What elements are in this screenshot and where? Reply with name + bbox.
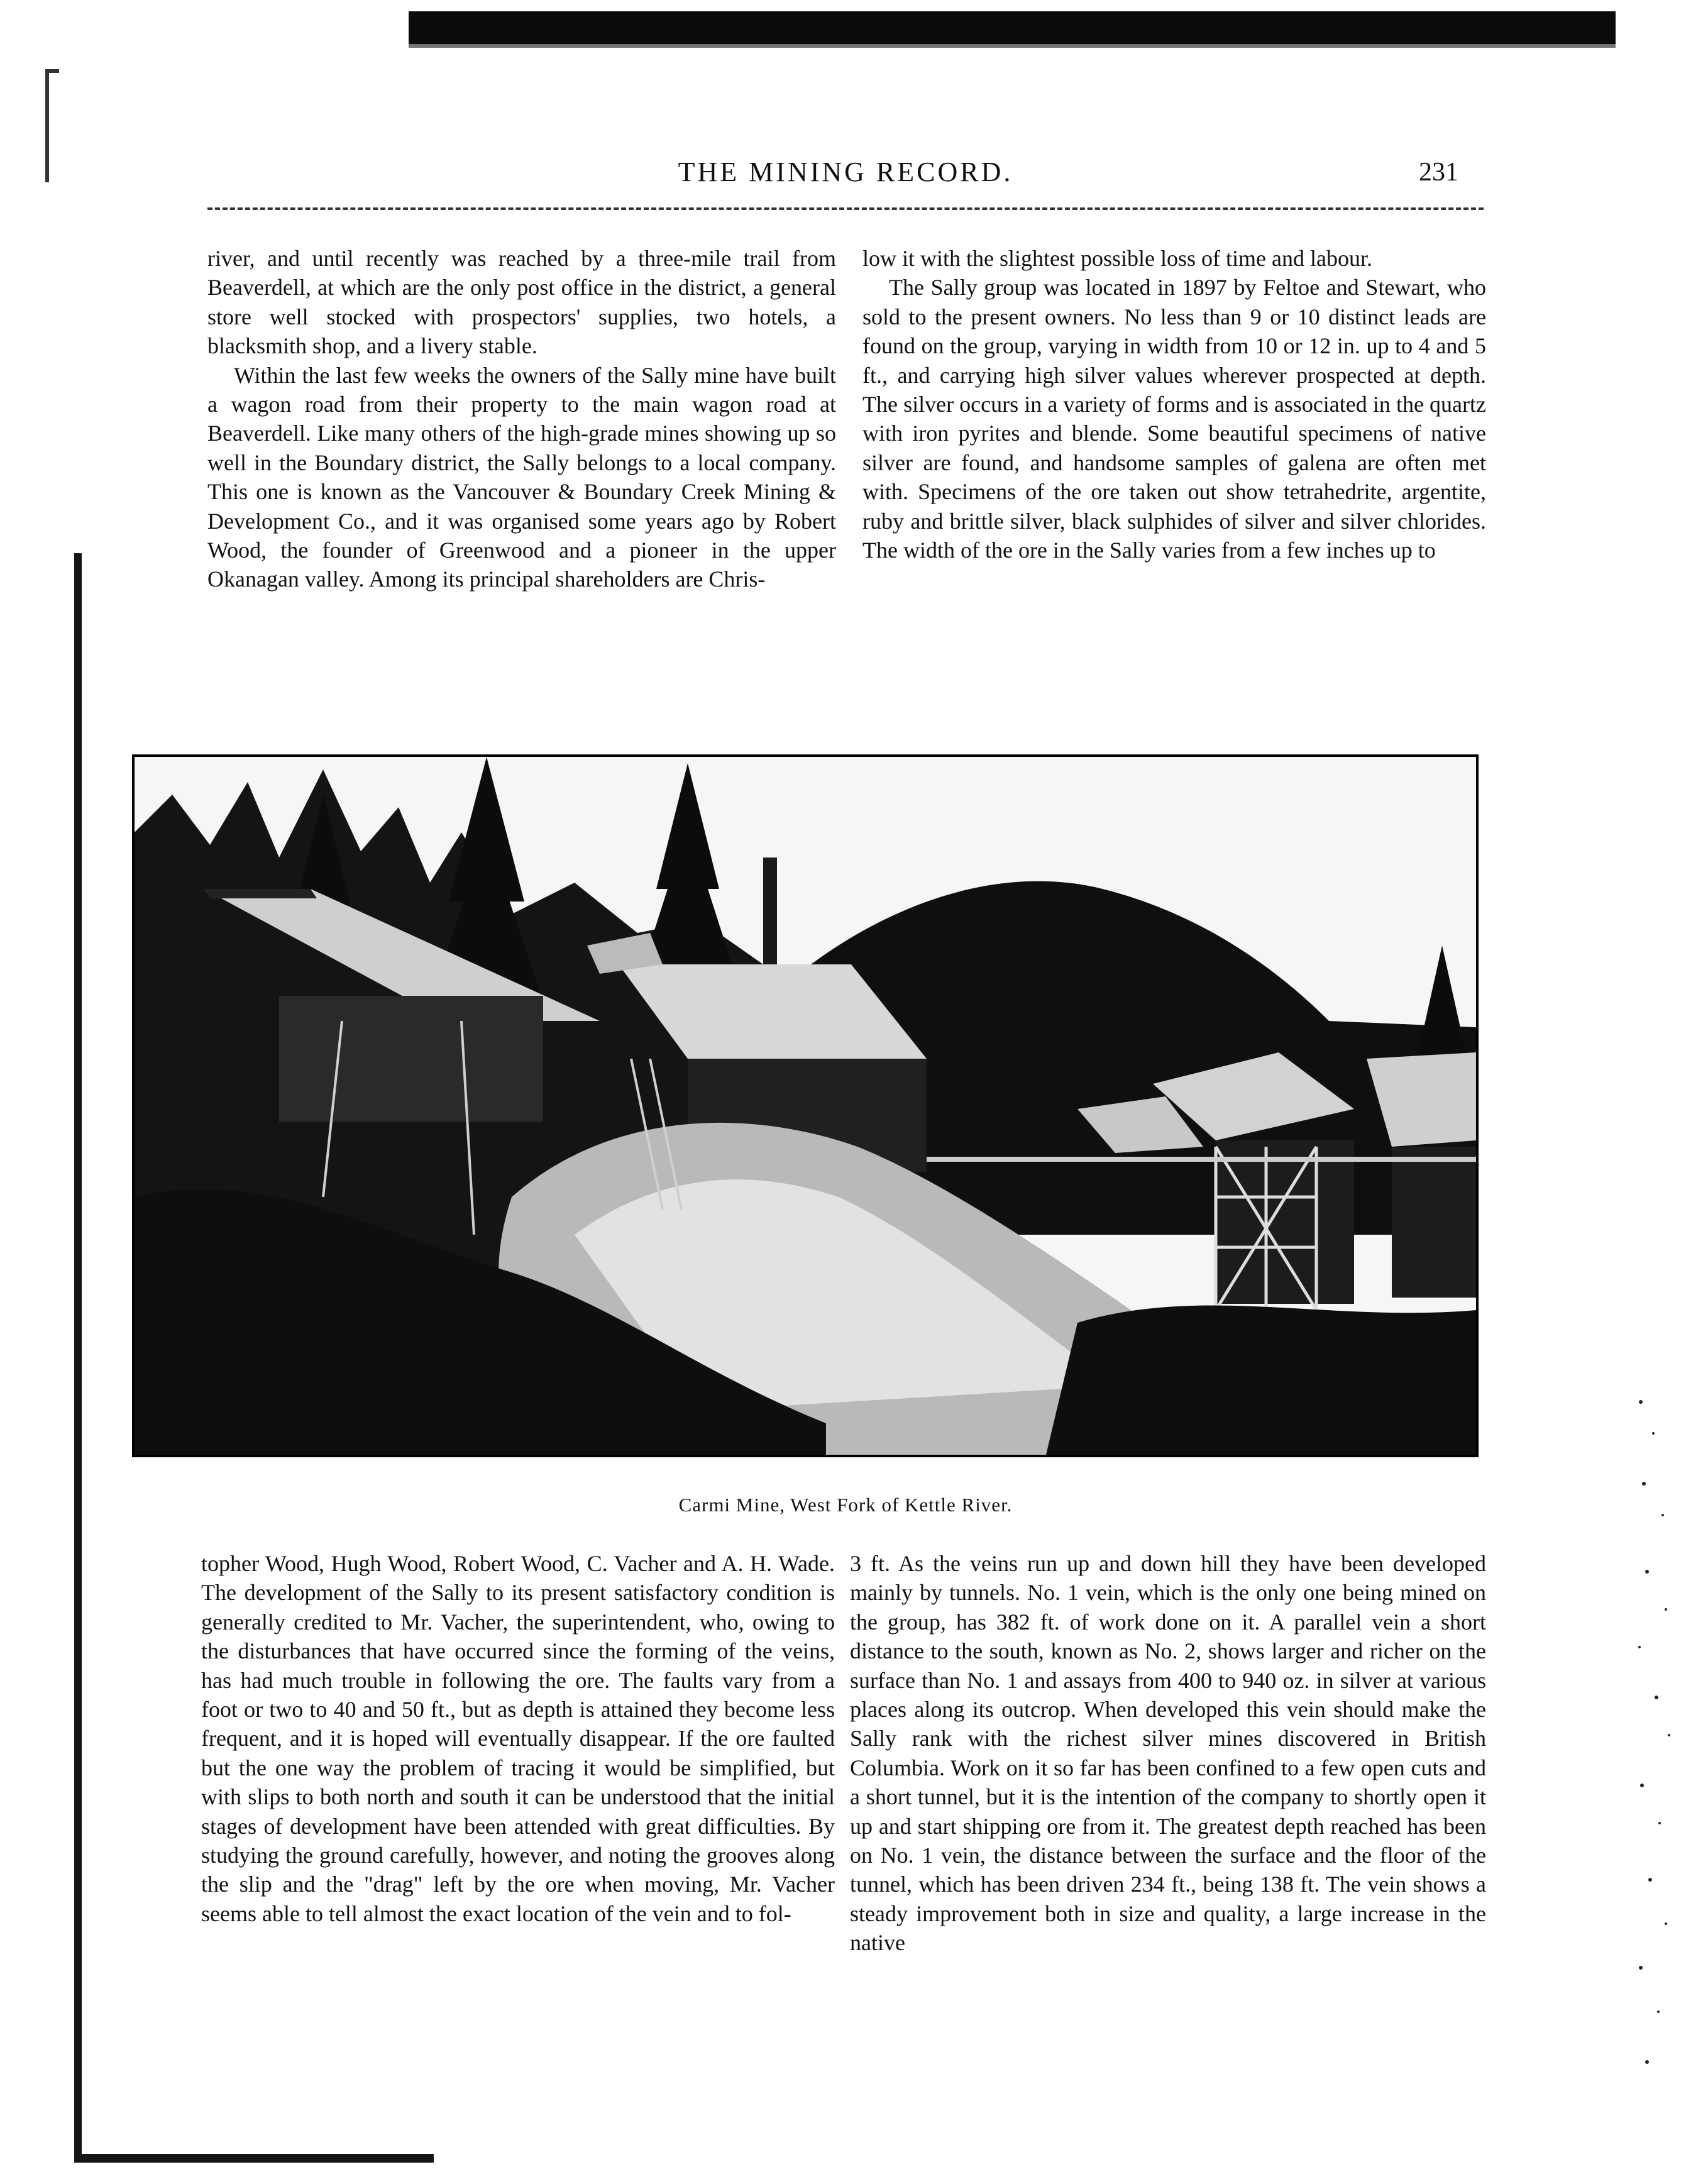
mine-photograph (132, 754, 1479, 1457)
binding-mark (45, 69, 59, 182)
top-edge-shadow (409, 44, 1616, 48)
margin-specks (1628, 1383, 1678, 2106)
column-top-left (207, 244, 836, 684)
bottom-margin-rule (82, 2154, 434, 2163)
left-margin-rule (74, 553, 82, 2163)
header-rule (207, 207, 1484, 210)
paragraph: low it with the slightest possible loss of time and labour. (862, 246, 1372, 271)
column-bottom-right (850, 1549, 1486, 2127)
column-top-right (862, 244, 1486, 684)
paragraph: Within the last few weeks the owners of the Sally mine have built a wagon road from their property to the main wagon road at Beaverdell. Like many others of the high-grade mines showing up so well in the Boundary district, the Sally belongs to a local company. This one is known as the Vancouver & Boundary Creek Mining & Development Co., and it was organised some years ago by Robert Wood, the founder of Greenwood and a pioneer in the upper Okanagan valley. Among its principal shareholders are Chris- (207, 362, 836, 592)
page-header (207, 153, 1484, 197)
running-title: THE MINING RECORD. (678, 157, 1013, 187)
figure-caption: Carmi Mine, West Fork of Kettle River. (678, 1494, 1013, 1516)
paragraph: 3 ft. As the veins run up and down hill they have been developed mainly by tunnels. No. 1 vein, which is the only one being mined on the group, has 382 ft. of work done on it. A parallel vein a short distance to the south, known as No. 2, shows larger and richer on the surface than No. 1 and assays from 400 to 940 oz. in silver at various places along its outcrop. When developed this vein should make the Sally rank with the richest silver mines discovered in British Columbia. Work on it so far has been confined to a few open cuts and a short tunnel, but it is the intention of the company to shortly open it up and start shipping ore from it. The greatest depth reached has been on No. 1 vein, the distance between the surface and the floor of the tunnel, which has been driven 234 ft., being 138 ft. The vein shows a steady improvement both in size and quality, a large increase in the native (850, 1551, 1486, 1956)
paragraph: topher Wood, Hugh Wood, Robert Wood, C. Vacher and A. H. Wade. The development of the Sally to its present satisfactory condition is generally credited to Mr. Vacher, the superintendent, who, owing to the disturbances that have occurred since the forming of the veins, has had much trouble in following the ore. The faults vary from a foot or two to 40 and 50 ft., but as depth is attained they become less frequent, and it is hoped will eventually disappear. If the ore faulted but the one way the problem of tracing it would be simplified, but with slips to both north and south it can be understood that the initial stages of development have been attended with great difficulties. By studying the ground carefully, however, and noting the grooves along the slip and the "drag" left by the ore when moving, Mr. Vacher seems able to tell almost the exact location of the vein and to fol- (201, 1551, 835, 1926)
page-number: 231 (1419, 158, 1458, 187)
paragraph: The Sally group was located in 1897 by Feltoe and Stewart, who sold to the present owners. No less than 9 or 10 distinct leads are found on the group, varying in width from 10 or 12 in. up to 4 and 5 ft., and carrying high silver values wherever prospected at depth. The silver occurs in a variety of forms and is associated in the quartz with iron pyrites and blende. Some beautiful specimens of native silver are found, and handsome samples of galena are often met with. Specimens of the ore taken out show tetrahedrite, argentite, ruby and brittle silver, black sulphides of silver and silver chlorides. The width of the ore in the Sally varies from a few inches up to (862, 275, 1486, 563)
column-bottom-left (201, 1549, 835, 2127)
top-edge-bar (409, 11, 1616, 44)
paragraph: river, and until recently was reached by a three-mile trail from Beaverdell, at which are the only post office in the district, a general store well stocked with prospectors' supplies, two hotels, a blacksmith shop, and a livery stable. (207, 246, 836, 359)
